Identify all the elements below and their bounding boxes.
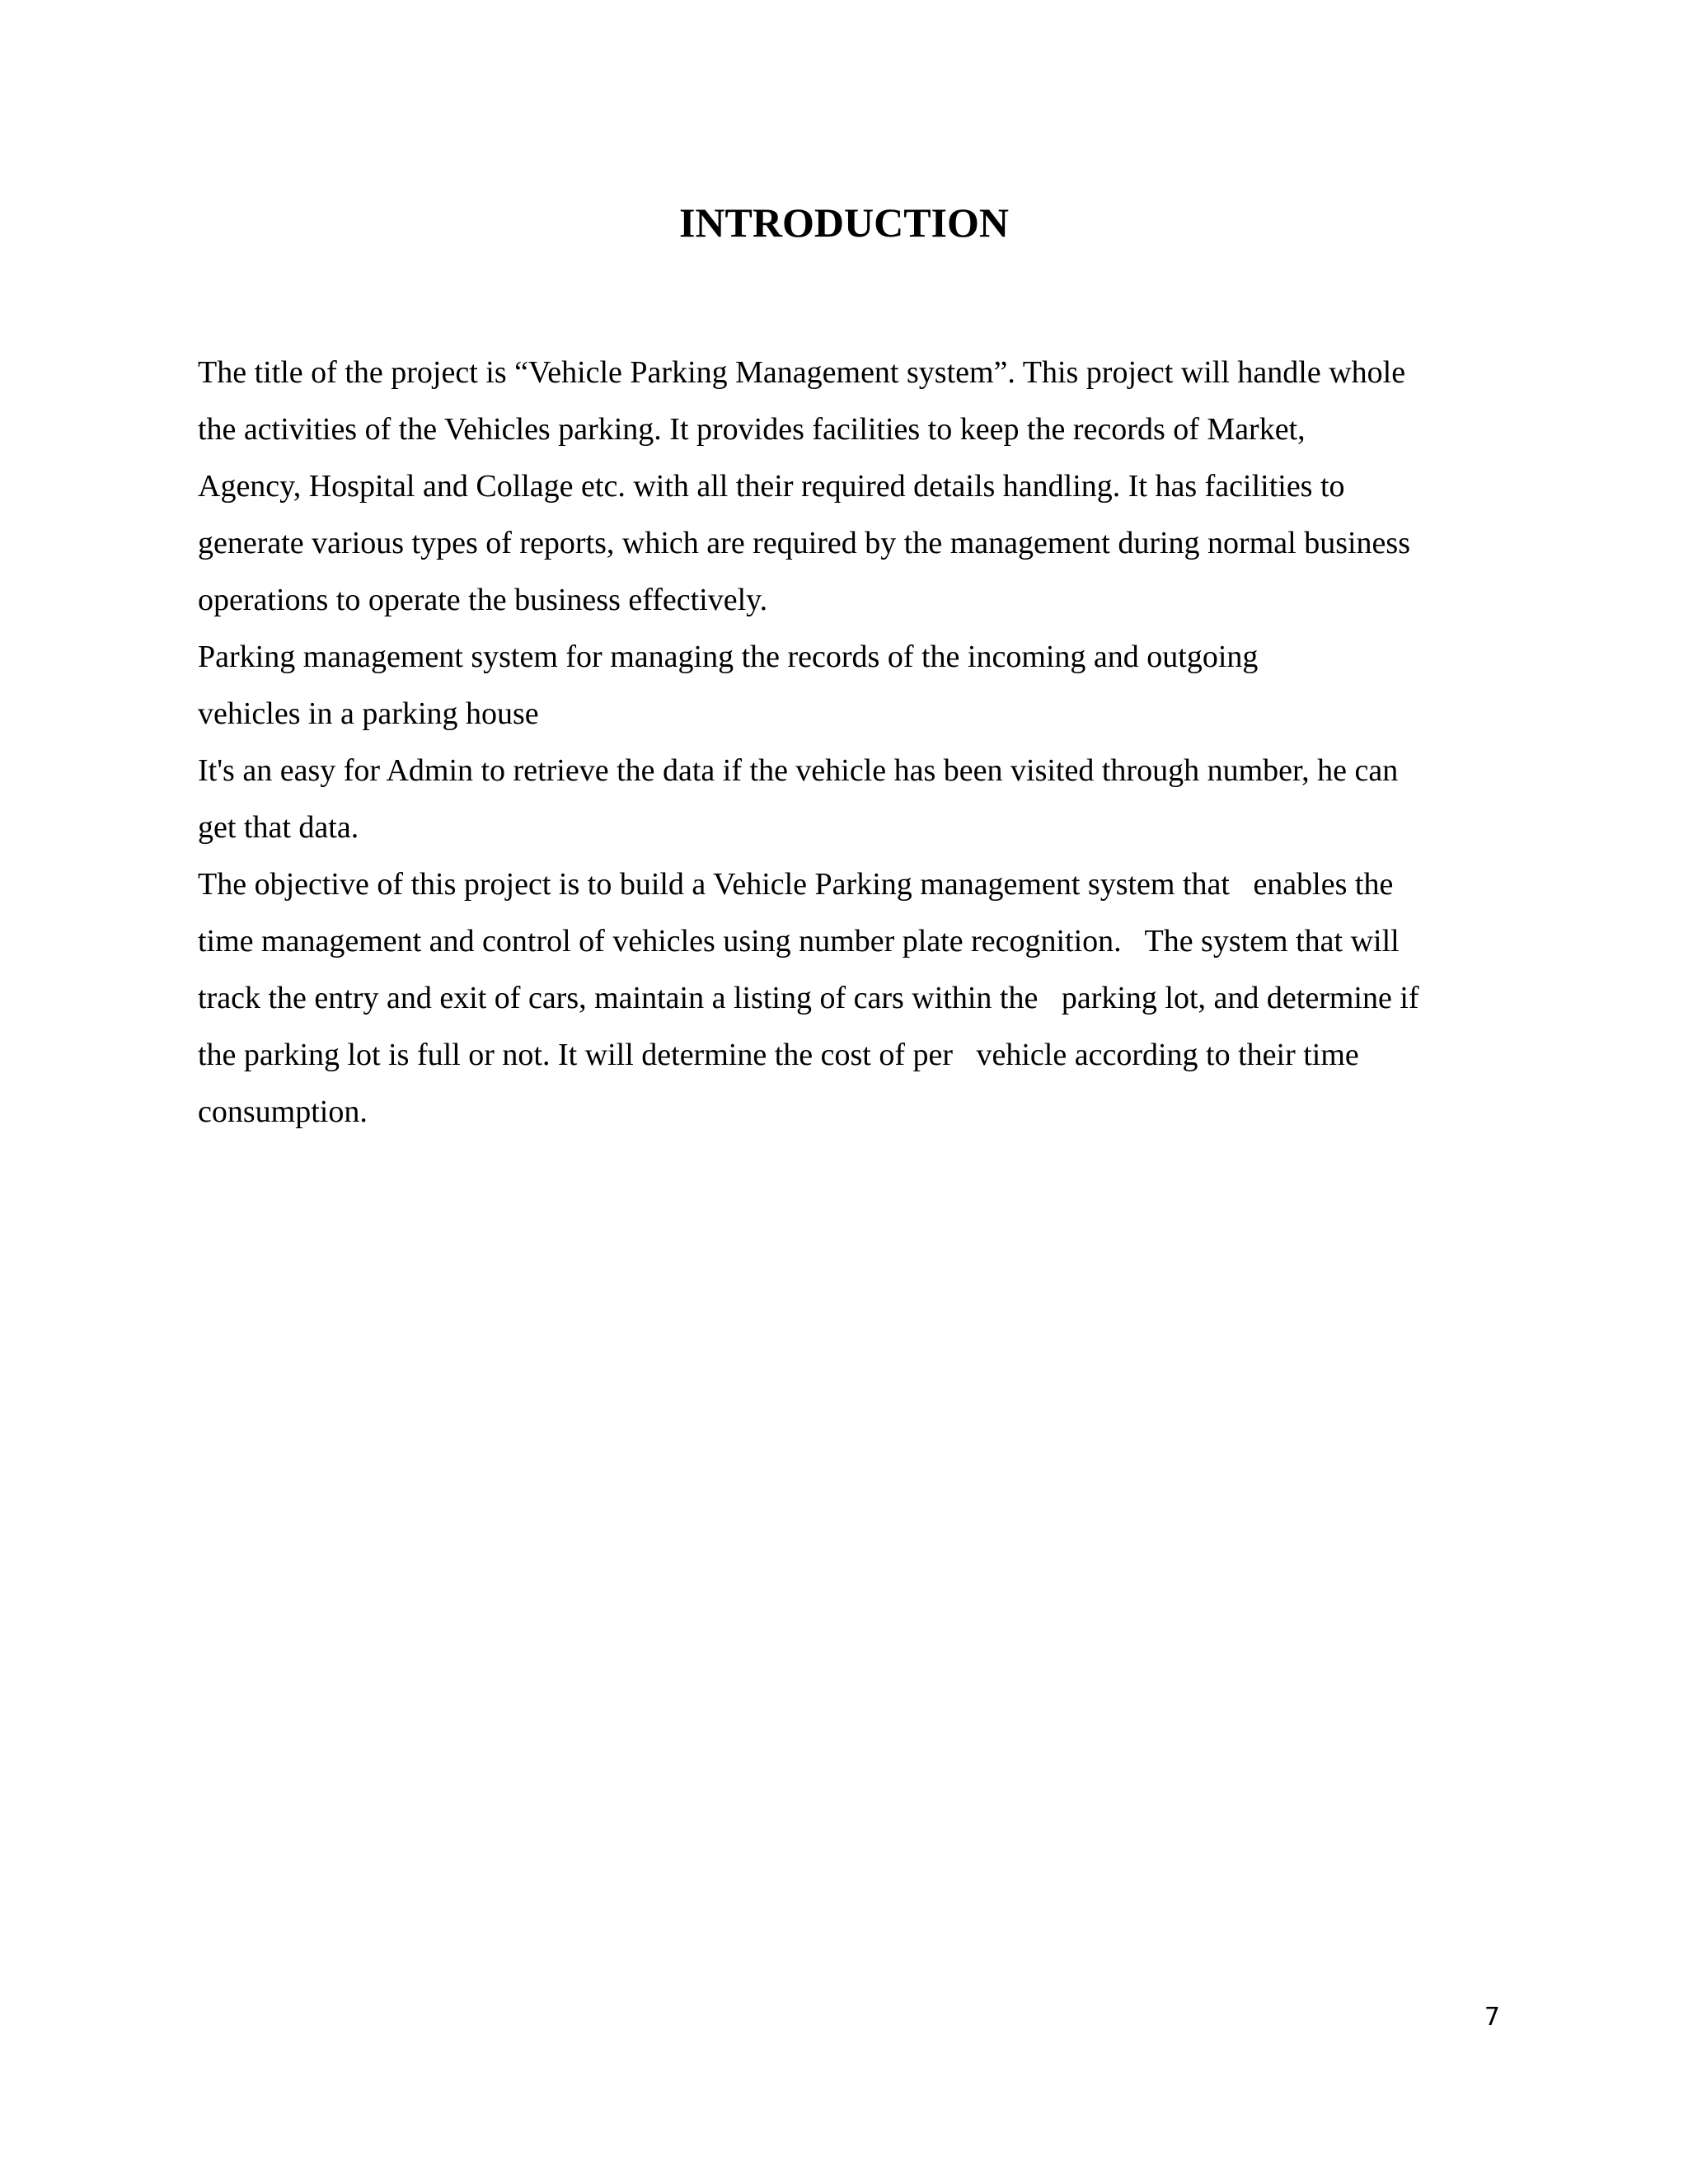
body-line: vehicles in a parking house — [198, 696, 539, 731]
body-line: Agency, Hospital and Collage etc. with all their required details handling. It has facilities to — [198, 469, 1345, 504]
body-text — [198, 344, 1500, 1141]
page-number: 7 — [1484, 2003, 1500, 2032]
body-line: the parking lot is full or not. It will determine the cost of per vehicle according to their time — [198, 1038, 1359, 1072]
body-line: The objective of this project is to build a Vehicle Parking management system that enables the — [198, 867, 1394, 902]
body-line: Parking management system for managing the records of the incoming and outgoing — [198, 640, 1259, 674]
body-line: It's an easy for Admin to retrieve the data if the vehicle has been visited through number, he can — [198, 753, 1399, 788]
body-line: consumption. — [198, 1094, 368, 1129]
page-title: INTRODUCTION — [678, 199, 1010, 246]
body-line: time management and control of vehicles using number plate recognition. The system that will — [198, 924, 1400, 958]
body-line: the activities of the Vehicles parking. It provides facilities to keep the records of Market, — [198, 412, 1306, 447]
body-line: The title of the project is “Vehicle Parking Management system”. This project will handle whole — [198, 355, 1406, 390]
body-line: track the entry and exit of cars, maintain a listing of cars within the parking lot, and determine if — [198, 981, 1419, 1015]
body-line: get that data. — [198, 810, 359, 845]
body-line: operations to operate the business effectively. — [198, 583, 768, 617]
body-line: generate various types of reports, which are required by the management during normal business — [198, 526, 1410, 560]
